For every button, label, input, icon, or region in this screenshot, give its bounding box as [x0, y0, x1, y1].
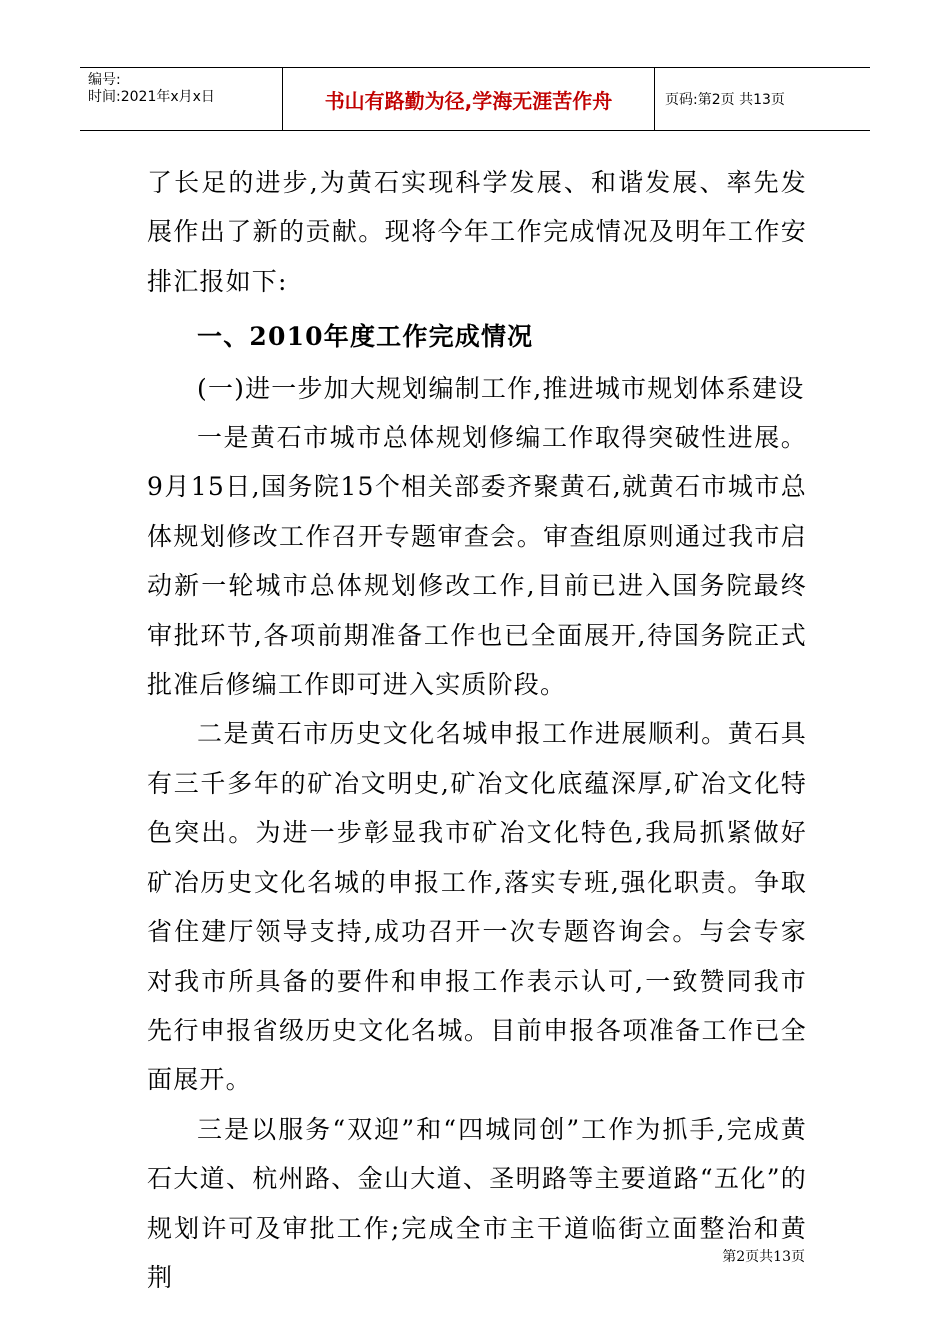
paragraph-item-3: 三是以服务“双迎”和“四城同创”工作为抓手,完成黄石大道、杭州路、金山大道、圣明路等主要道路“五化”的规划许可及审批工作;完成全市主干道临街立面整治和黄荆: [147, 1114, 807, 1292]
date-label: 时间:2021年x月x日: [88, 89, 215, 105]
header-motto: 书山有路勤为径,学海无涯苦作舟: [283, 68, 655, 130]
page-header: [80, 67, 870, 131]
paragraph-continuation: 了长足的进步,为黄石实现科学发展、和谐发展、率先发展作出了新的贡献。现将今年工作完成情况及明年工作安排汇报如下:: [147, 168, 807, 296]
section-heading: 一、2010年度工作完成情况: [197, 322, 534, 352]
number-label: 编号:: [88, 72, 121, 88]
header-page-info: 页码:第2页 共13页: [665, 92, 785, 108]
header-meta: [80, 68, 283, 130]
paragraph-item-1: 一是黄石市城市总体规划修编工作取得突破性进展。9月15日,国务院15个相关部委齐聚黄石,就黄石市城市总体规划修改工作召开专题审查会。审查组原则通过我市启动新一轮城市总体规划修改工作,目前已进入国务院最终审批环节,各项前期准备工作也已全面展开,待国务院正式批准后修编工作即可进入实质阶段。: [147, 423, 807, 700]
page-footer: 第2页共13页: [722, 1249, 805, 1265]
subsection-heading: (一)进一步加大规划编制工作,推进城市规划体系建设: [197, 373, 805, 403]
paragraph-item-2: 二是黄石市历史文化名城申报工作进展顺利。黄石具有三千多年的矿冶文明史,矿冶文化底蕴深厚,矿冶文化特色突出。为进一步彰显我市矿冶文化特色,我局抓紧做好矿冶历史文化名城的申报工作,落实专班,强化职责。争取省住建厅领导支持,成功召开一次专题咨询会。与会专家对我市所具备的要件和申报工作表示认可,一致赞同我市先行申报省级历史文化名城。目前申报各项准备工作已全面展开。: [147, 719, 807, 1095]
document-body: [147, 158, 807, 1302]
